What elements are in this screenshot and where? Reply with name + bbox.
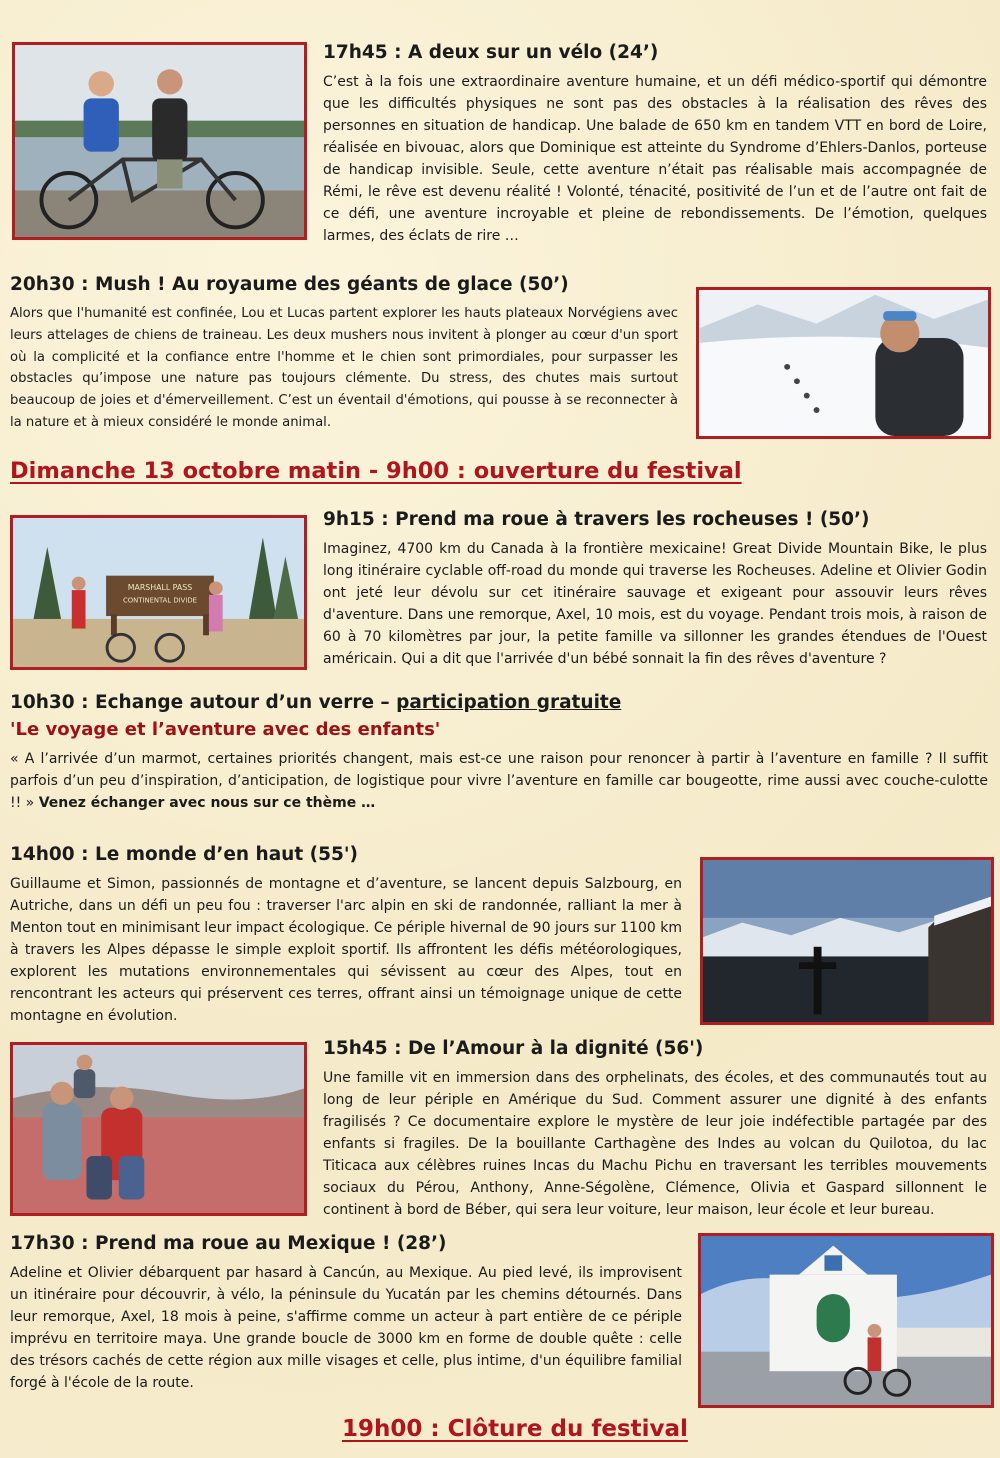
session-title: 17h30 : Prend ma roue au Mexique ! (28’) (10, 1233, 447, 1254)
session-description (10, 748, 988, 814)
photo-family-lagoon (10, 1042, 307, 1216)
photo-continental-divide (10, 515, 307, 670)
session-description: Guillaume et Simon, passionnés de montagne et d’aventure, se lancent depuis Salzbourg, en Autriche, dans un défi un peu fou : traverser l'arc alpin en ski de randonnée, ralliant la mer à Menton tout en minimisant leur impact écologique. Ce périple hivernal de 90 jours sur 1100 km à travers les Alpes dépasse le simple exploit sportif. Ils affrontent les défis météorologiques, explorent les mutations environnementales qui sévissent au cœur des Alpes, tout en rencontrant les acteurs qui préservent ces terres, offrant ainsi un témoignage unique de cette montagne en évolution. (10, 876, 682, 1024)
session-description: Imaginez, 4700 km du Canada à la frontière mexicaine! Great Divide Mountain Bike, le plus long itinéraire cyclable off-road du monde qui traverse les Rocheuses. Adeline et Olivier Godin ont jeté leur dévolu sur cet itinéraire sauvage et exigeant pour assouvir leurs rêves d'aventure. Dans une remorque, Axel, 10 mois, est du voyage. Pendant trois mois, à raison de 60 à 70 kilomètres par jour, la petite famille va sillonner les grandes étendues de l'Ouest américain. Qui a dit que l'arrivée d'un bébé sonnait la fin des rêves d'aventure ? (323, 541, 987, 667)
sign-text-1: MARSHALL PASS (127, 583, 193, 593)
session-title: 20h30 : Mush ! Au royaume des géants de glace (50’) (10, 274, 569, 295)
session-title: 15h45 : De l’Amour à la dignité (56') (323, 1038, 704, 1059)
session-description: C’est à la fois une extraordinaire aventure humaine, et un défi médico-sportif qui démontre que les difficultés physiques ne sont pas des obstacles à la réalisation des rêves des personnes en situation de handicap. Une balade de 650 km en tandem VTT en bord de Loire, réalisée en bivouac, alors que Dominique est atteinte du Syndrome d’Ehlers-Danlos, porteuse de handicap invisible. Seule, cette aventure n’était pas réalisable mais accompagnée de Rémi, le rêve est devenu réalité ! Volonté, ténacité, positivité de l’un et de l’autre ont fait de ce défi, une aventure incroyable et pleine de rebondissements. De l’émotion, quelques larmes, des éclats de rire … (323, 74, 987, 244)
session-title-prefix: 10h30 : Echange autour d’un verre – (10, 692, 397, 713)
day-heading: Dimanche 13 octobre matin - 9h00 : ouverture du festival (10, 458, 742, 484)
session-2030 (10, 274, 678, 434)
session-1730 (10, 1233, 682, 1394)
session-1745 (323, 42, 987, 247)
free-participation-text: participation gratuite (396, 692, 622, 713)
photo-mexican-church (698, 1233, 994, 1408)
session-1400 (10, 844, 682, 1027)
closing-heading: 19h00 : Clôture du festival (342, 1416, 688, 1442)
discussion-invite: Venez échanger avec nous sur ce thème … (38, 795, 376, 811)
session-title (10, 692, 988, 713)
discussion-theme: 'Le voyage et l’aventure avec des enfants' (10, 719, 441, 740)
session-description: Adeline et Olivier débarquent par hasard à Cancún, au Mexique. Au pied levé, ils improvisent un itinéraire pour découvrir, à vélo, la péninsule du Yucatán par les chemins détournés. Dans leur remorque, Axel, 18 mois à peine, s'affirme comme un acteur à part entière de ce périple imprévu en territoire maya. Une grande boucle de 3000 km en forme de double quête : celle des trésors cachés de cette région aux mille visages et celle, plus intime, d'un équilibre familial forgé à l'école de la route. (10, 1265, 682, 1391)
sign-text-2: CONTINENTAL DIVIDE (122, 596, 197, 605)
session-title: 17h45 : A deux sur un vélo (24’) (323, 42, 659, 63)
session-title: 9h15 : Prend ma roue à travers les rocheuses ! (50’) (323, 509, 870, 530)
session-title: 14h00 : Le monde d’en haut (55') (10, 844, 358, 865)
photo-tandem-bike (12, 42, 307, 240)
session-description: Alors que l'humanité est confinée, Lou et Lucas partent explorer les hauts plateaux Norvégiens avec leurs attelages de chiens de traineau. Les deux mushers nous invitent à plonger au cœur d'un sport où la complicité et la confiance entre l'homme et le chien sont primordiales, pour surpasser les obstacles qu’impose une nature pas toujours clémente. Du stress, des chutes mais surtout beaucoup de joies et d'émerveillement. C’est un éventail d'émotions, qui pousse à se reconnecter à la nature et à mieux considéré le monde animal. (10, 306, 678, 430)
session-description: Une famille vit en immersion dans des orphelinats, des écoles, et des communautés tout au long de leur périple en Amérique du Sud. Comment assurer une dignité à des enfants fragilisés ? Ce documentaire explore le mystère de leur joie indéfectible partagée par des enfants si fragiles. De la bouillante Carthagène des Indes au volcan du Quilotoa, du lac Titicaca aux célèbres ruines Incas du Machu Pichu en traversant les terribles mouvements sociaux du Pérou, Anthony, Anne-Ségolène, Clémence, Olivia et Gaspard sillonnent le continent à bord de Béber, qui sera leur voiture, leur maison, leur école et leur bureau. (323, 1070, 987, 1218)
photo-sled-dogs (696, 287, 991, 439)
discussion-text: « A l’arrivée d’un marmot, certaines priorités changent, mais est-ce une raison pour renoncer à partir à l’aventure en famille ? Il suffit parfois d’un peu d’inspiration, d’anticipation, de logistique pour vivre l’aventure en famille car bougeotte, rime aussi avec couche-culotte !! » (10, 751, 988, 811)
session-0915 (323, 509, 987, 670)
photo-alpine-cross (700, 857, 994, 1025)
session-1545 (323, 1038, 987, 1221)
session-1030 (10, 692, 988, 814)
